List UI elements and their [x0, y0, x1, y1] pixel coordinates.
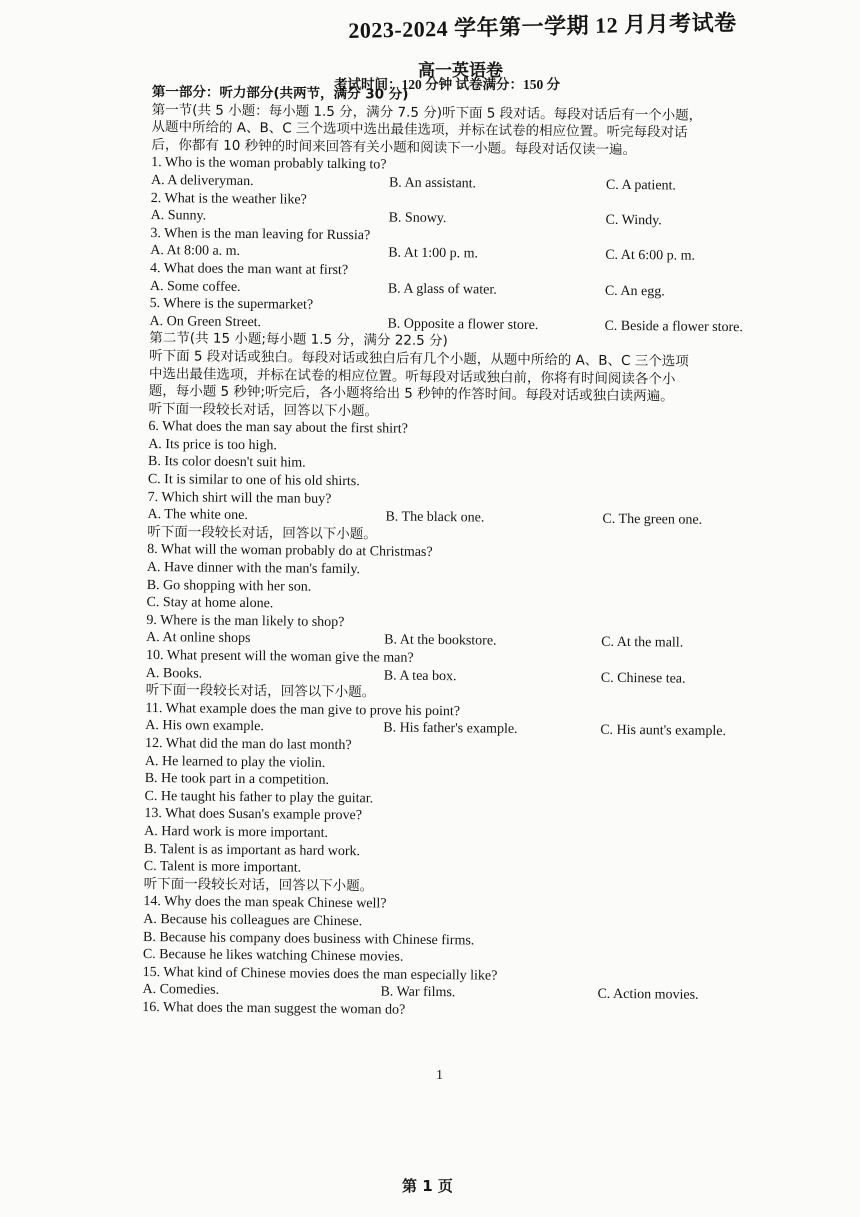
option-a: A. Its price is too high. [148, 436, 278, 454]
option-a: A. At 8:00 a. m. [150, 243, 241, 260]
question-stem: 5. Where is the supermarket? [149, 296, 314, 313]
option-b: B. Talent is as important as hard work. [143, 841, 361, 859]
option-c: C. Windy. [605, 212, 662, 229]
option-c: C. An egg. [604, 283, 665, 299]
dialogue-instruction: 听下面一段较长对话，回答以下小题。 [143, 875, 374, 895]
option-a: A. He learned to play the violin. [144, 753, 326, 771]
option-a: A. Sunny. [150, 208, 207, 224]
option-b: B. He took part in a competition. [144, 771, 330, 789]
part1-heading: 第一部分：听力部分(共两节，满分 30 分) [151, 84, 409, 103]
exam-subtitle: 高一英语卷 [418, 61, 503, 80]
option-c: C. At 6:00 p. m. [605, 248, 696, 265]
page-footer: 第 1 页 [402, 1177, 453, 1195]
option-b: B. A tea box. [383, 668, 457, 684]
question-stem: 12. What did the man do last month? [145, 735, 352, 754]
dialogue-instruction: 听下面一段较长对话，回答以下小题。 [145, 682, 376, 701]
question-stem: 1. Who is the woman probably talking to? [151, 155, 387, 173]
option-c: C. A patient. [605, 177, 677, 194]
question-stem: 14. Why does the man speak Chinese well? [143, 894, 387, 912]
question-stem: 6. What does the man say about the first shirt? [148, 419, 408, 437]
page-number: 1 [436, 1068, 443, 1083]
option-c: C. His aunt's example. [600, 723, 727, 740]
question-stem: 16. What does the man suggest the woman do? [142, 999, 406, 1018]
question-stem: 13. What does Susan's example prove? [144, 806, 363, 824]
option-a: A. Because his colleagues are Chinese. [143, 911, 363, 930]
section1-instruction-line: 后，你都有 10 秒钟的时间来回答有关小题和阅读下一小题。每段对话仅读一遍。 [151, 136, 637, 158]
exam-meta: 考试时间：120 分钟 试卷满分：150 分 [334, 77, 561, 92]
section2-heading: 第二节(共 15 小题;每小题 1.5 分，满分 22.5 分) [149, 330, 448, 350]
question-stem: 11. What example does the man give to prove his point? [145, 700, 461, 720]
option-c: C. It is similar to one of his old shirts. [147, 472, 360, 490]
option-c: C. He taught his father to play the guitar. [144, 788, 374, 807]
section2-instruction-line: 中选出最佳选项，并标在试卷的相应位置。听每段对话或独白前，你将有时间阅读各个小 [148, 365, 676, 387]
option-b: B. Snowy. [388, 210, 447, 227]
exam-title: 2023-2024 学年第一学期 12 月月考试卷 [348, 9, 737, 43]
option-b: B. Because his company does business with Chinese firms. [142, 929, 475, 948]
option-b: B. His father's example. [383, 720, 518, 738]
option-a: A. Hard work is more important. [144, 823, 329, 841]
dialogue-instruction: 听下面一段较长对话，回答以下小题。 [148, 400, 379, 420]
option-b: B. At 1:00 p. m. [388, 245, 479, 262]
section2-instruction-line: 题，每小题 5 秒钟;听完后，各小题将给出 5 秒钟的作答时间。每段对话或独白读两遍。 [148, 383, 674, 405]
option-a: A. Books. [145, 665, 203, 682]
question-stem: 3. When is the man leaving for Russia? [150, 225, 371, 244]
option-a: A. A deliveryman. [150, 172, 254, 190]
option-a: A. Comedies. [142, 982, 220, 999]
option-c: C. Beside a flower store. [604, 318, 743, 335]
option-b: B. Its color doesn't suit him. [147, 454, 306, 472]
option-b: B. The black one. [385, 509, 485, 526]
option-b: B. An assistant. [388, 175, 477, 192]
exam-body [142, 84, 792, 1023]
question-stem: 15. What kind of Chinese movies does the man especially like? [142, 964, 498, 984]
option-a: A. Have dinner with the man's family. [146, 560, 361, 578]
option-a: A. Some coffee. [149, 278, 241, 295]
section2-instruction-line: 听下面 5 段对话或独白。每段对话或独白后有几个小题，从题中所给的 A、B、C 三个选项 [149, 347, 689, 370]
option-a: A. His own example. [145, 718, 264, 735]
option-c: C. Action movies. [597, 986, 699, 1004]
option-c: C. At the mall. [601, 635, 684, 651]
section1-instruction-line: 第一节(共 5 小题：每小题 1.5 分，满分 7.5 分)听下面 5 段对话。每段对话后有一个小题， [151, 101, 703, 124]
option-b: B. Opposite a flower store. [387, 316, 539, 333]
option-b: B. Go shopping with her son. [146, 577, 312, 595]
question-stem: 2. What is the weather like? [150, 190, 307, 208]
question-stem: 7. Which shirt will the man buy? [147, 489, 332, 507]
option-a: A. The white one. [147, 507, 249, 524]
option-c: C. Chinese tea. [600, 670, 686, 687]
option-b: B. War films. [380, 984, 456, 1001]
question-stem: 4. What does the man want at first? [149, 260, 349, 279]
question-stem: 9. Where is the man likely to shop? [146, 612, 345, 630]
dialogue-instruction: 听下面一段较长对话，回答以下小题。 [147, 523, 377, 543]
option-b: B. A glass of water. [387, 281, 497, 298]
option-c: C. The green one. [602, 511, 703, 529]
option-c: C. Because he likes watching Chinese movies. [142, 947, 404, 965]
option-c: C. Talent is more important. [143, 859, 302, 876]
option-b: B. At the bookstore. [384, 632, 497, 650]
question-stem: 10. What present will the woman give the man? [145, 647, 414, 666]
section1-instruction-line: 从题中所给的 A、B、C 三个选项中选出最佳选项，并标在试卷的相应位置。听完每段对话 [151, 119, 688, 141]
option-a: A. On Green Street. [149, 313, 262, 330]
option-a: A. At online shops [146, 630, 251, 647]
option-c: C. Stay at home alone. [146, 595, 274, 612]
question-stem: 8. What will the woman probably do at Christmas? [147, 542, 433, 561]
